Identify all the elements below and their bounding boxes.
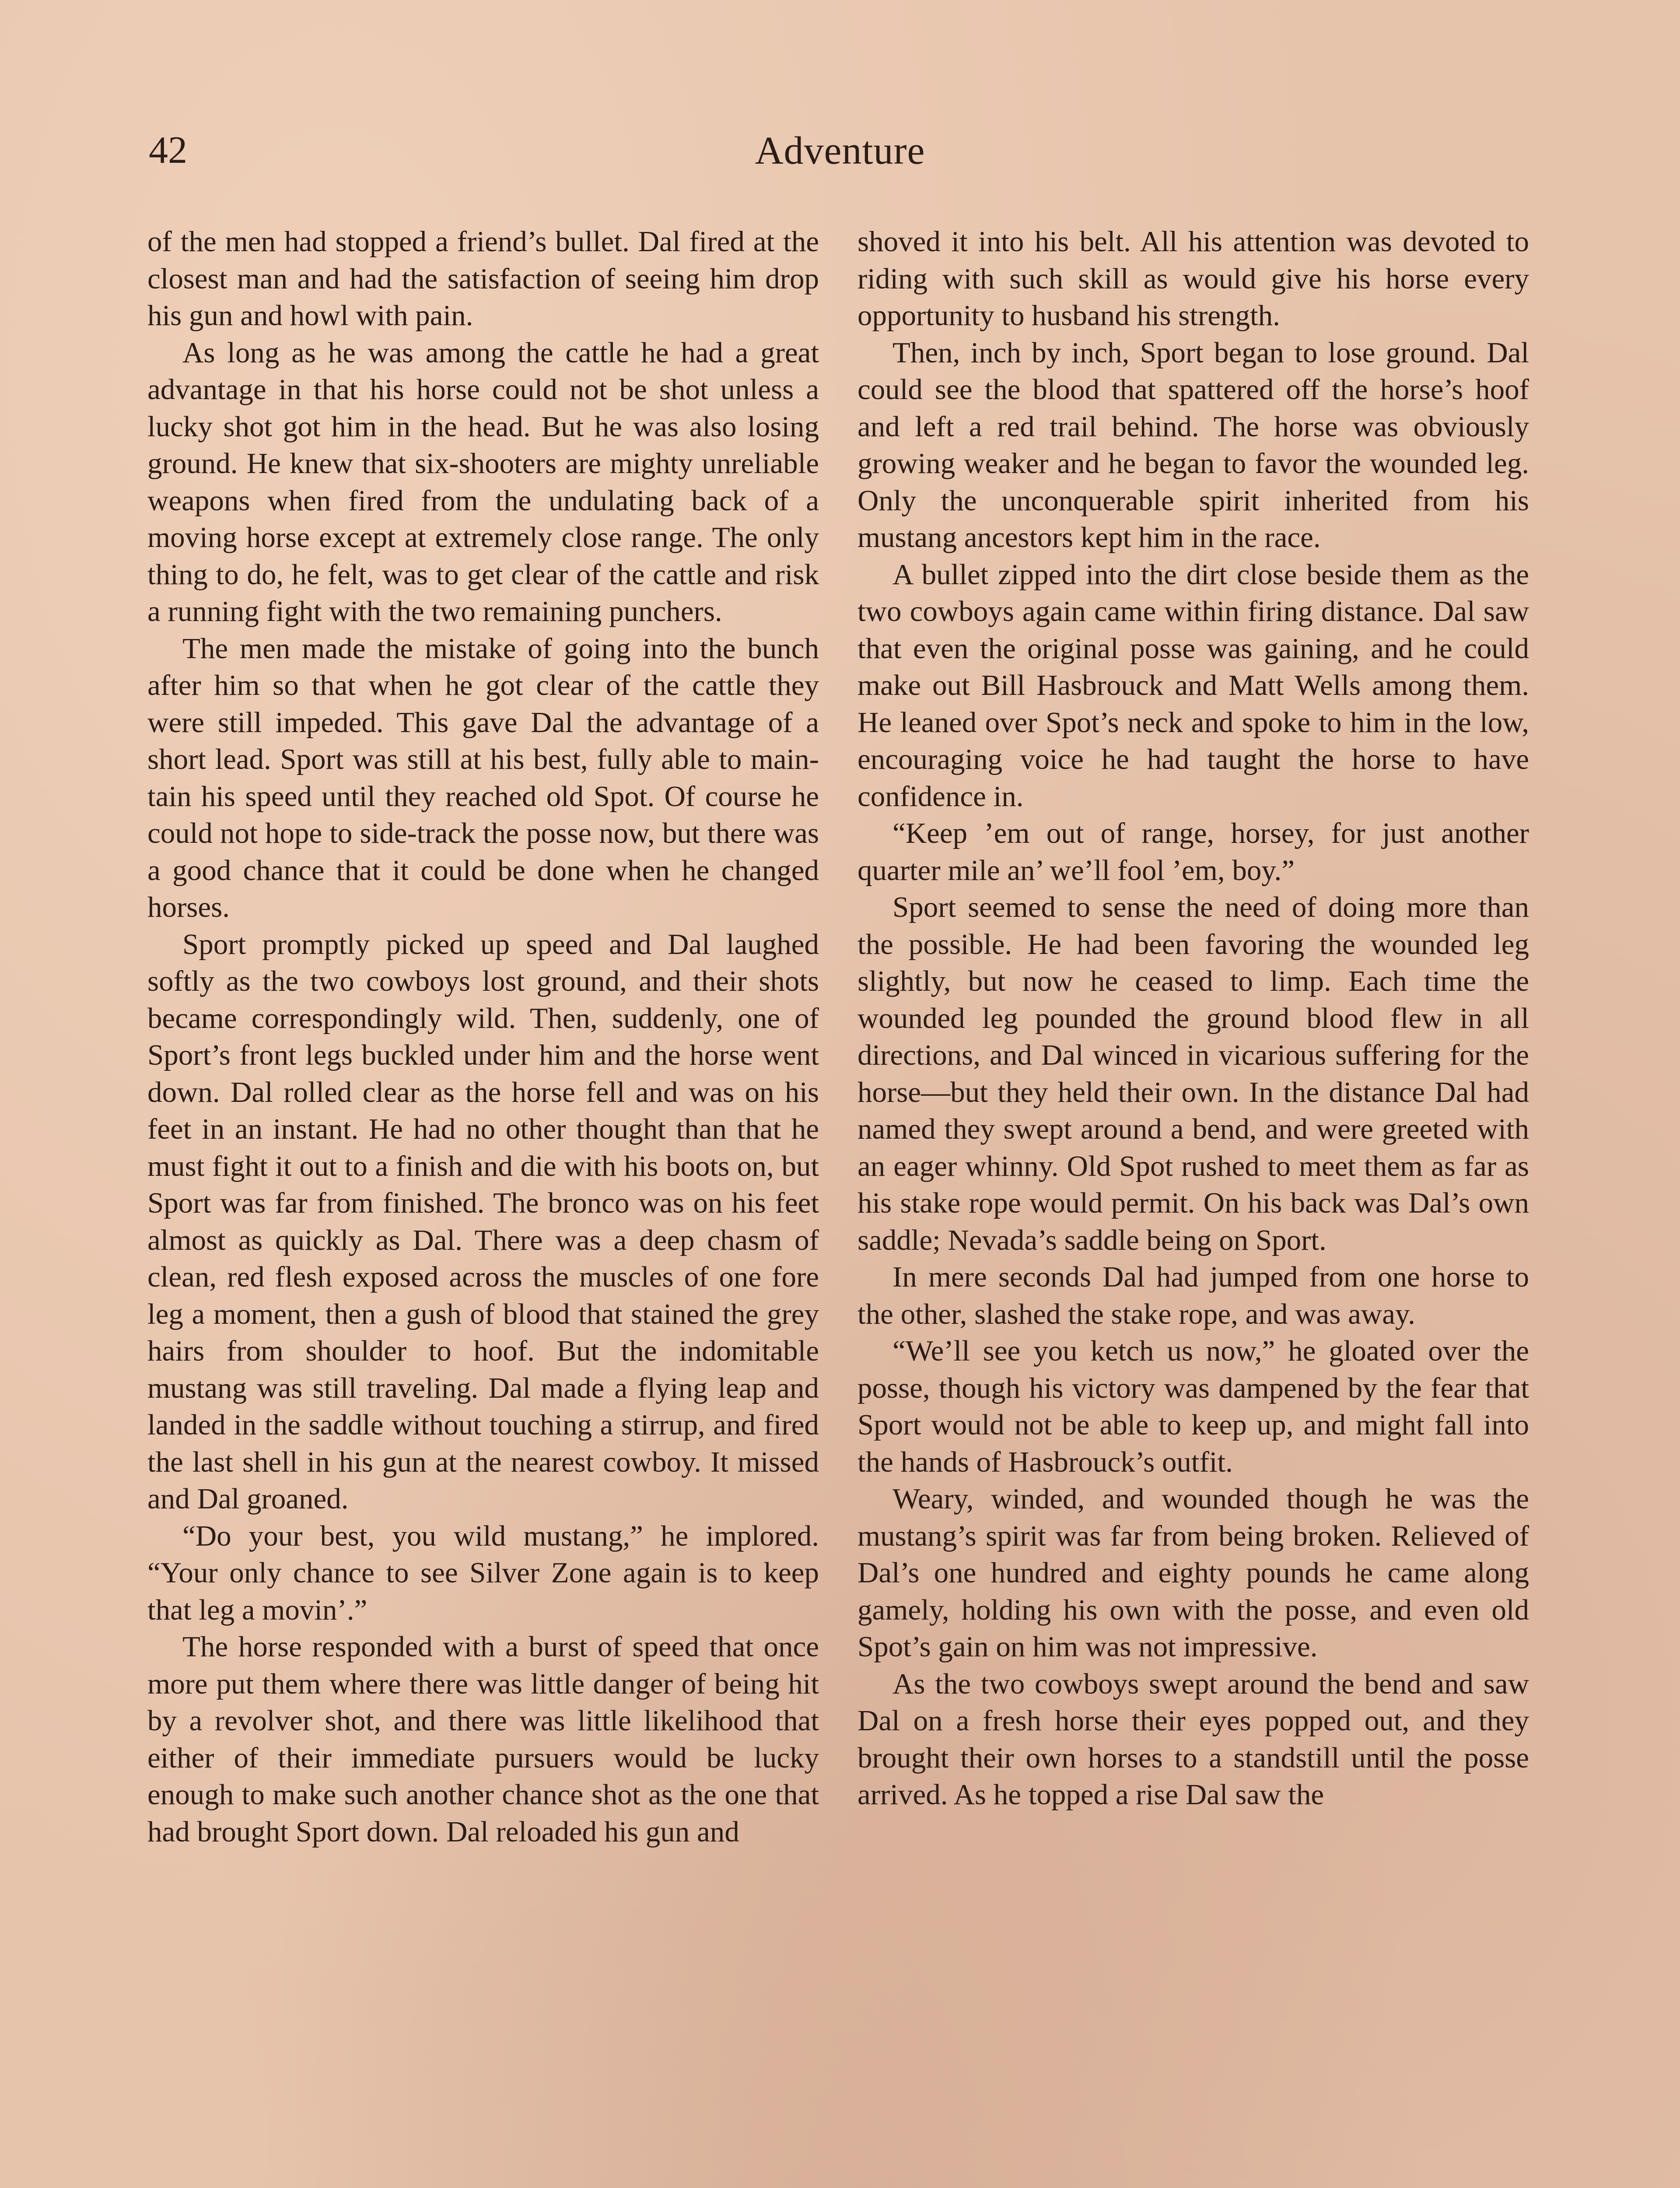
paragraph: Weary, winded, and wounded though he was the mustang’s spirit was far from being broken. Relieved of Dal’s one hundred and eighty pounds he came along gamely, holding his own with the posse, and even old Spot’s gain on him was not impressive. <box>858 1483 1529 1663</box>
paragraph: Sport seemed to sense the need of doing more than the possible. He had been favoring the wounded leg slightly, but now he ceased to limp. Each time the wounded leg pounded the ground blood flew in all directions, and Dal winced in vicarious suffering for the horse—but they held their own. In the distance Dal had named they swept around a bend, and were greeted with an eager whinny. Old Spot rushed to meet them as far as his stake rope would permit. On his back was Dal’s own saddle; Nevada’s saddle being on Sport. <box>858 891 1529 1256</box>
left-column <box>147 223 819 1850</box>
paragraph: The horse responded with a burst of speed that once more put them where there was little danger of being hit by a revolver shot, and there was little likelihood that either of their immediate pursuers would be lucky enough to make such another chance shot as the one that had brought Sport down. Dal reloaded his gun and <box>147 1630 819 1848</box>
paragraph: “Do your best, you wild mustang,” he implored. “Your only chance to see Silver Zone again is to keep that leg a movin’.” <box>147 1519 819 1626</box>
paragraph: In mere seconds Dal had jumped from one horse to the other, slashed the stake rope, and was away. <box>858 1261 1529 1330</box>
running-title: Adventure <box>755 129 925 172</box>
paragraph: As the two cowboys swept around the bend and saw Dal on a fresh horse their eyes popped out, and they brought their own horses to a standstill until the posse arrived. As he topped a rise Dal saw the <box>858 1667 1529 1811</box>
page-number: 42 <box>149 129 187 172</box>
paragraph: Then, inch by inch, Sport began to lose ground. Dal could see the blood that spattered off the horse’s hoof and left a red trail behind. The horse was obviously growing weaker and he began to favor the wounded leg. Only the unconquerable spirit inherited from his mustang ancestors kept him in the race. <box>858 336 1529 554</box>
paragraph: A bullet zipped into the dirt close beside them as the two cowboys again came within firing distance. Dal saw that even the original posse was gaining, and he could make out Bill Hasbrouck and Matt Wells among them. He leaned over Spot’s neck and spoke to him in the low, encouraging voice he had taught the horse to have confidence in. <box>858 558 1529 813</box>
paragraph: The men made the mistake of going into the bunch after him so that when he got clear of the cattle they were still impeded. This gave Dal the advantage of a short lead. Sport was still at his best, fully able to maintain his speed until they reached old Spot. Of course he could not hope to side-track the posse now, but there was a good chance that it could be done when he changed horses. <box>147 632 819 923</box>
paragraph: As long as he was among the cattle he had a great advantage in that his horse could not be shot unless a lucky shot got him in the head. But he was also losing ground. He knew that six-shooters are mighty unreliable weapons when fired from the undulating back of a moving horse except at extremely close range. The only thing to do, he felt, was to get clear of the cattle and risk a running fight with the two remaining punchers. <box>147 336 819 628</box>
paragraph: of the men had stopped a friend’s bullet. Dal fired at the closest man and had the satisfaction of seeing him drop his gun and howl with pain. <box>147 225 819 332</box>
right-column <box>858 223 1529 1813</box>
paragraph: shoved it into his belt. All his attention was devoted to riding with such skill as would give his horse every opportunity to husband his strength. <box>858 225 1529 332</box>
paragraph: “Keep ’em out of range, horsey, for just another quarter mile an’ we’ll fool ’em, boy.” <box>858 817 1529 887</box>
paragraph: “We’ll see you ketch us now,” he gloated over the posse, though his victory was dampened by the fear that Sport would not be able to keep up, and might fall into the hands of Hasbrouck’s outfit. <box>858 1335 1529 1478</box>
paragraph: Sport promptly picked up speed and Dal laughed softly as the two cowboys lost ground, and their shots became correspondingly wild. Then, suddenly, one of Sport’s front legs buckled under him and the horse went down. Dal rolled clear as the horse fell and was on his feet in an instant. He had no other thought than that he must fight it out to a finish and die with his boots on, but Sport was far from finished. The bronco was on his feet almost as quickly as Dal. There was a deep chasm of clean, red flesh exposed across the muscles of one fore leg a moment, then a gush of blood that stained the grey hairs from shoulder to hoof. But the indomitable mustang was still traveling. Dal made a flying leap and landed in the saddle without touching a stirrup, and fired the last shell in his gun at the nearest cowboy. It missed and Dal groaned. <box>147 928 819 1515</box>
